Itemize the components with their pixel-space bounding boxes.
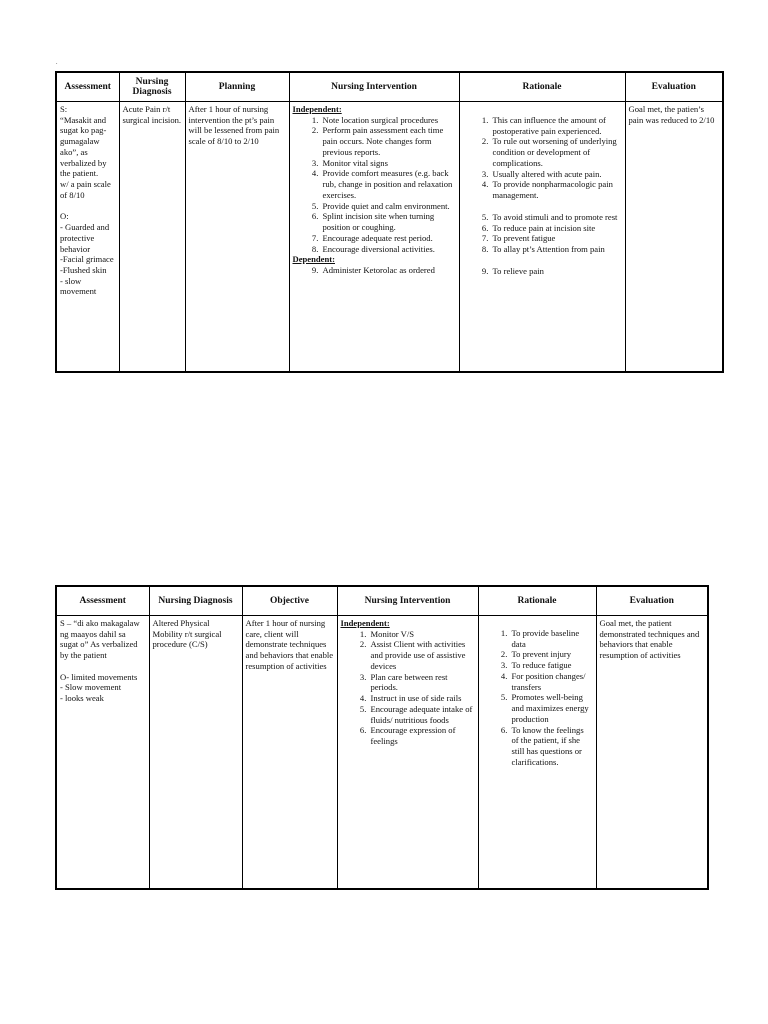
planning-text: After 1 hour of nursing intervention the pt’s pain will be lessened from pain scale of 8/10 to 2/10 [188, 104, 280, 147]
rationale-list [463, 212, 622, 255]
list-item: 2. Perform pain assessment each time pain occurs. Note changes form previous reports. [321, 125, 456, 157]
header-planning: Planning [185, 72, 289, 102]
objective-text: After 1 hour of nursing care, client will demonstrate techniques and behaviors that enable resumption of activities [245, 618, 334, 671]
rationale-cell [459, 102, 625, 373]
list-item: 4. Instruct in use of side rails [369, 693, 475, 704]
list-item: 5. Provide quiet and calm environment. [321, 201, 456, 212]
intervention-cell [289, 102, 459, 373]
diagnosis-text: Acute Pain r/t surgical incision. [122, 104, 182, 125]
table-row [56, 616, 708, 890]
diagnosis-cell [149, 616, 242, 890]
list-item: 3. Plan care between rest periods. [369, 672, 475, 693]
independent-label: Independent: [292, 104, 342, 114]
header-nursing-diagnosis: Nursing Diagnosis [149, 586, 242, 616]
rationale-cell [478, 616, 596, 890]
list-item: 2. Assist Client with activities and provide use of assistive devices [369, 639, 475, 671]
list-item: 2. To prevent injury [510, 649, 593, 660]
diagnosis-text: Altered Physical Mobility r/t surgical procedure (C/S) [152, 618, 222, 650]
list-item: 1. To provide baseline data [510, 628, 593, 649]
list-item: 1. This can influence the amount of postoperative pain experienced. [491, 115, 622, 136]
list-item: 9. Administer Ketorolac as ordered [321, 265, 456, 276]
list-item: 6. Splint incision site when turning position or coughing. [321, 211, 456, 232]
header-rationale: Rationale [459, 72, 625, 102]
assessment-text: S – “di ako makagalaw ng maayos dahil sa sugat o” As verbalized by the patient O- limited movements - Slow movement - looks weak [60, 618, 140, 704]
independent-label: Independent: [340, 618, 390, 628]
rationale-list [463, 266, 622, 277]
list-item: 6. To know the feelings of the patient, if she still has questions or clarifications. [510, 725, 593, 768]
dependent-label: Dependent: [292, 254, 335, 265]
header-rationale: Rationale [478, 586, 596, 616]
assessment-cell [56, 102, 119, 373]
list-item: 6. To reduce pain at incision site [491, 223, 622, 234]
list-item: 2. To rule out worsening of underlying condition or development of complications. [491, 136, 622, 168]
stray-mark: . [56, 60, 58, 66]
evaluation-cell [625, 102, 723, 373]
list-item: 3. Usually altered with acute pain. [491, 169, 622, 180]
list-item: 7. To prevent fatigue [491, 233, 622, 244]
list-item: 6. Encourage expression of feelings [369, 725, 475, 746]
rationale-list [463, 115, 622, 201]
assessment-text: S: “Masakit and sugat ko pag-gumagalaw ako”, as verbalized by the patient. w/ a pain scale of 8/10 O: - Guarded and protective behavior -Facial grimace -Flushed skin - slow movement [60, 104, 114, 297]
evaluation-cell [596, 616, 708, 890]
intervention-cell [337, 616, 478, 890]
list-item: 5. Encourage adequate intake of fluids/ nutritious foods [369, 704, 475, 725]
list-item: 9. To relieve pain [491, 266, 622, 277]
list-item: 8. To allay pt’s Attention from pain [491, 244, 622, 255]
list-item: 4. Provide comfort measures (e.g. back rub, change in position and relaxation exercises. [321, 168, 456, 200]
assessment-cell [56, 616, 149, 890]
list-item: 1. Note location surgical procedures [321, 115, 456, 126]
independent-interventions-list [341, 629, 475, 747]
independent-interventions-list [293, 115, 456, 255]
diagnosis-cell [119, 102, 185, 373]
table-header-row [56, 72, 723, 102]
planning-cell [185, 102, 289, 373]
list-item: 3. Monitor vital signs [321, 158, 456, 169]
evaluation-text: Goal met, the patient demonstrated techniques and behaviors that enable resumption of activities [599, 618, 700, 661]
list-item: 8. Encourage diversional activities. [321, 244, 456, 255]
table-row [56, 102, 723, 373]
rationale-list [482, 628, 593, 768]
table-header-row [56, 586, 708, 616]
header-assessment: Assessment [56, 586, 149, 616]
dependent-interventions-list [293, 265, 456, 276]
nursing-care-plan-table-2 [55, 585, 709, 890]
list-item: 4. For position changes/ transfers [510, 671, 593, 692]
header-objective: Objective [242, 586, 337, 616]
list-item: 7. Encourage adequate rest period. [321, 233, 456, 244]
evaluation-text: Goal met, the patien’s pain was reduced to 2/10 [628, 104, 715, 125]
header-nursing-intervention: Nursing Intervention [337, 586, 478, 616]
list-item: 1. Monitor V/S [369, 629, 475, 640]
header-nursing-diagnosis: Nursing Diagnosis [119, 72, 185, 102]
header-nursing-intervention: Nursing Intervention [289, 72, 459, 102]
nursing-care-plan-table-1 [55, 71, 724, 373]
header-evaluation: Evaluation [596, 586, 708, 616]
header-evaluation: Evaluation [625, 72, 723, 102]
list-item: 5. To avoid stimuli and to promote rest [491, 212, 622, 223]
list-item: 5. Promotes well-being and maximizes energy production [510, 692, 593, 724]
objective-cell [242, 616, 337, 890]
list-item: 3. To reduce fatigue [510, 660, 593, 671]
list-item: 4. To provide nonpharmacologic pain management. [491, 179, 622, 200]
header-assessment: Assessment [56, 72, 119, 102]
